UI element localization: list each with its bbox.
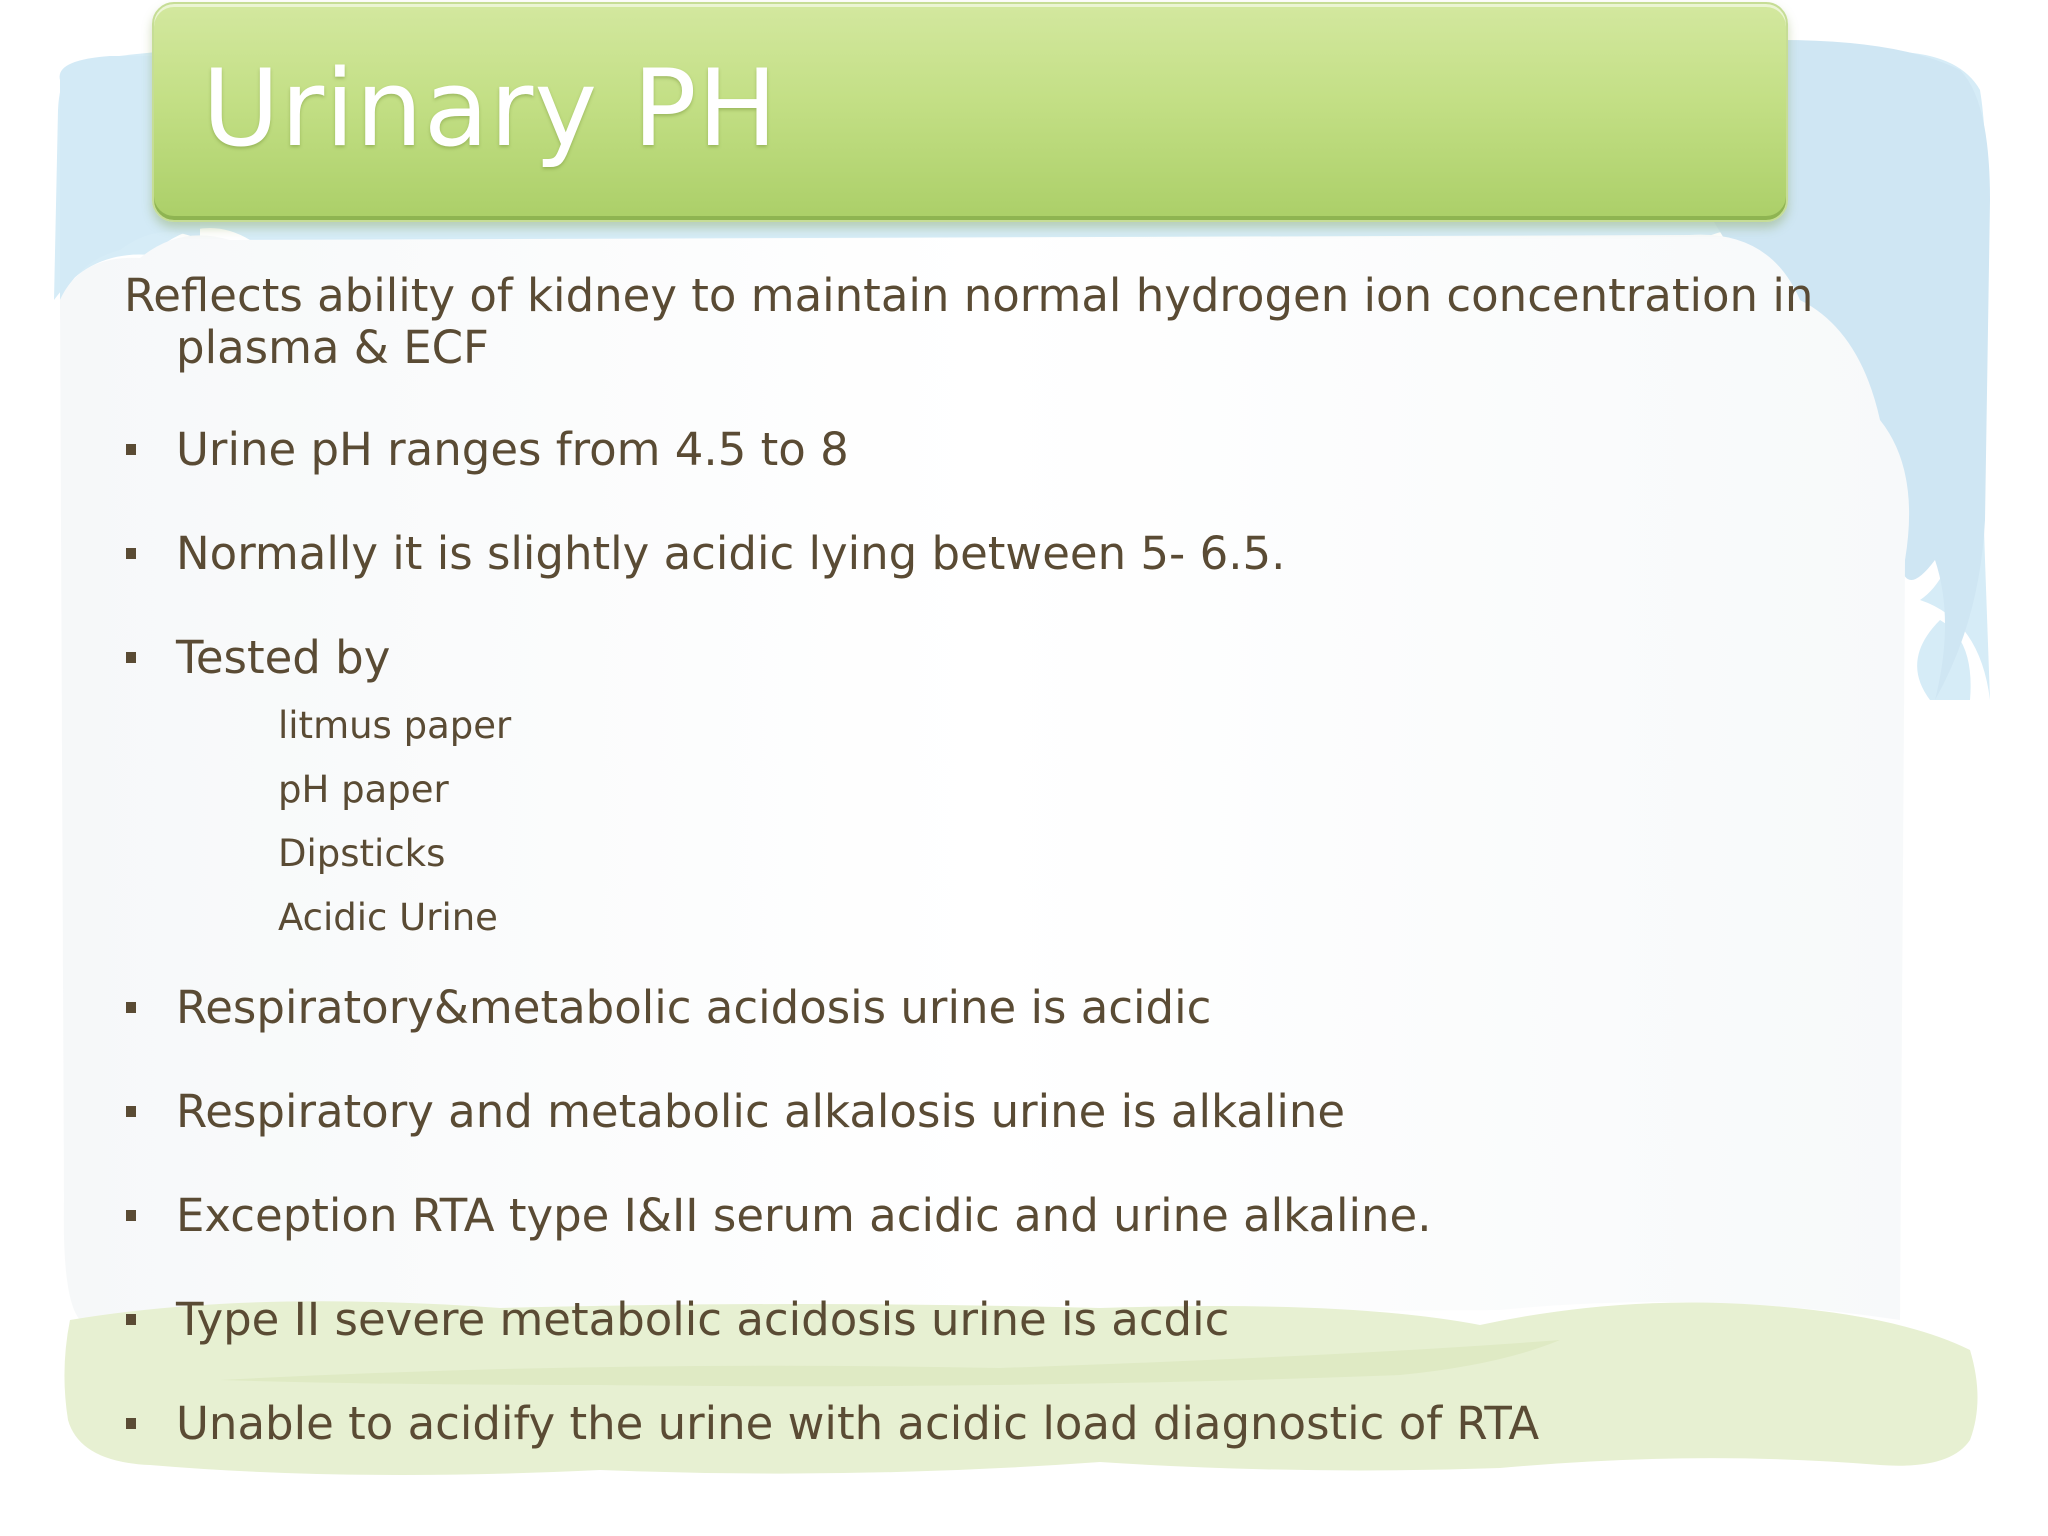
square-bullet-icon — [126, 1418, 136, 1429]
bullet-text: Unable to acidify the urine with acidic load diagnostic of RTA — [176, 1397, 1540, 1450]
slide-content — [124, 270, 1864, 1500]
square-bullet-icon — [126, 1314, 136, 1325]
square-bullet-icon — [126, 1106, 136, 1117]
bullet-item — [124, 980, 1864, 1036]
square-bullet-icon — [126, 1210, 136, 1221]
sub-list-item: pH paper — [278, 768, 449, 811]
bullet-item — [124, 1188, 1864, 1244]
bullet-item — [124, 1396, 1864, 1452]
square-bullet-icon — [126, 548, 136, 559]
sub-list-item: Dipsticks — [278, 832, 446, 875]
sub-list-item: Acidic Urine — [278, 896, 498, 939]
bullet-item — [124, 526, 1864, 582]
bullet-item — [124, 1084, 1864, 1140]
bullet-text: Tested by — [176, 631, 391, 684]
sub-list-item: litmus paper — [278, 704, 512, 747]
bullet-text: Type II severe metabolic acidosis urine is acdic — [176, 1293, 1230, 1346]
square-bullet-icon — [126, 652, 136, 663]
bullet-text: Normally it is slightly acidic lying between 5- 6.5. — [176, 527, 1286, 580]
tested-by-list — [278, 694, 1864, 950]
bullet-text: Urine pH ranges from 4.5 to 8 — [176, 423, 849, 476]
bullet-item — [124, 1292, 1864, 1348]
bullet-item — [124, 630, 1864, 686]
square-bullet-icon — [126, 1002, 136, 1013]
bullet-item — [124, 422, 1864, 478]
bullet-text: Respiratory and metabolic alkalosis urine is alkaline — [176, 1085, 1346, 1138]
bullet-text: Exception RTA type I&II serum acidic and urine alkaline. — [176, 1189, 1432, 1242]
square-bullet-icon — [126, 444, 136, 455]
bullet-text: Respiratory&metabolic acidosis urine is acidic — [176, 981, 1212, 1034]
intro-text: Reflects ability of kidney to maintain normal hydrogen ion concentration in plasma & ECF — [124, 269, 1814, 374]
slide-title: Urinary PH — [202, 47, 779, 170]
